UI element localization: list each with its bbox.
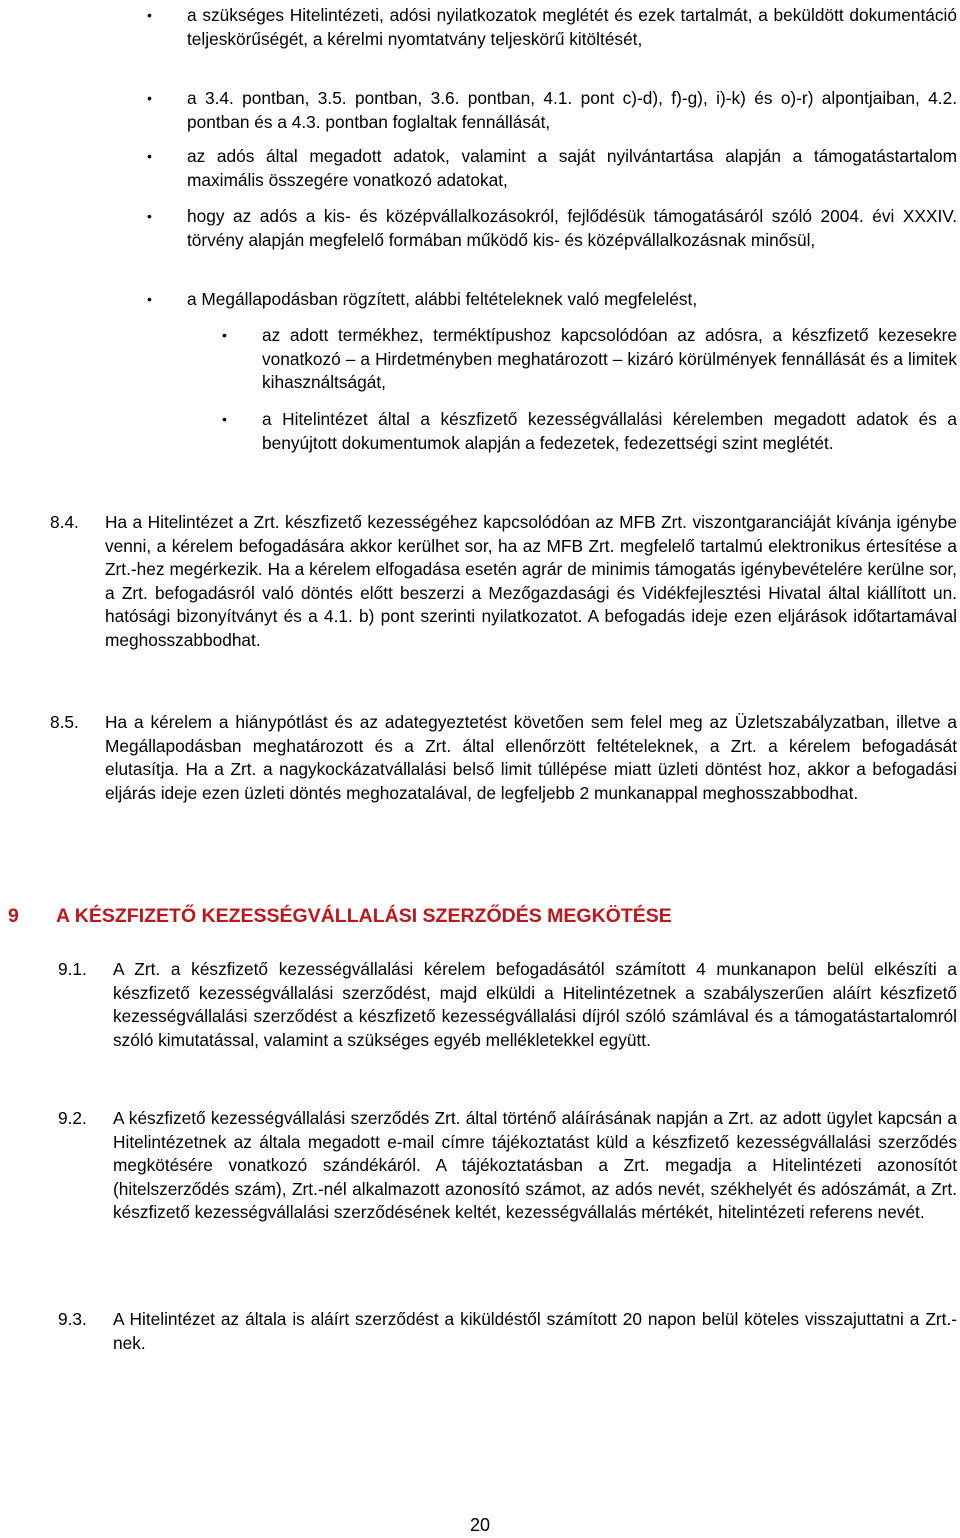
bullet-icon: • [147, 7, 152, 23]
section-number: 8.5. [50, 712, 79, 732]
section-number: 9.1. [58, 959, 87, 979]
bullet-icon: • [147, 148, 152, 164]
section-number: 9.2. [58, 1108, 87, 1128]
nested-bullet-item: az adott termékhez, terméktípushoz kapcsolódóan az adósra, a készfizető kezesekre vonatkozó – a Hirdetményben meghatározott – kizáró körülmények fennállását és a limitek kihasználtságát, [262, 325, 957, 393]
nested-bullet-icon: • [222, 327, 227, 343]
nested-bullet-icon: • [222, 411, 227, 427]
nested-bullet-item: a Hitelintézet által a készfizető kezességvállalási kérelemben megadott adatok és a benyújtott dokumentumok alapján a fedezetek, fedezettségi szint meglétét. [262, 409, 957, 453]
bullet-item: az adós által megadott adatok, valamint a saját nyilvántartása alapján a támogatástartalom maximális összegére vonatkozó adatokat, [187, 146, 957, 190]
section-8-4-text: Ha a Hitelintézet a Zrt. készfizető kezességéhez kapcsolódóan az MFB Zrt. viszontgaranciáját kívánja igénybe venni, a kérelem befogadására akkor kerülhet sor, ha az MFB Zrt. megfelelő tartalmú elektronikus értesítése a Zrt.-hez megérkezik. Ha a kérelem elfogadása esetén agrár de minimis támogatás igénybevételére kerülne sor, a Zrt. befogadásról való döntés előtt beszerzi a Mezőgazdasági és Vidékfejlesztési Hivatal által kiállított un. hatósági bizonyítványt és a 4.1. b) pont szerinti nyilatkozatot. A befogadás ideje ezen eljárások időtartamával meghosszabbodhat. [105, 512, 957, 650]
bullet-icon: • [147, 90, 152, 106]
heading-number: 9 [8, 905, 19, 927]
section-8-5-text: Ha a kérelem a hiánypótlást és az adategyeztetést követően sem felel meg az Üzletszabályzatban, illetve a Megállapodásban meghatározott és a Zrt. által ellenőrzött feltételeknek, a Zrt. a kérelem befogadását elutasítja. Ha a Zrt. a nagykockázatvállalási belső limit túllépése miatt üzleti döntést hoz, akkor a befogadási eljárás ideje ezen üzleti döntés meghozatalával, de legfeljebb 2 munkanappal meghosszabbodhat. [105, 712, 957, 803]
section-9-2-text: A készfizető kezességvállalási szerződés Zrt. által történő aláírásának napján a Zrt. az adott ügylet kapcsán a Hitelintézetnek az általa megadott e-mail címre tájékoztatást küld a készfizető kezességvállalási szerződés megkötésére vonatkozó szándékáról. A tájékoztatásban a Zrt. megadja a Hitelintézeti azonosítót (hitelszerződés szám), Zrt.-nél alkalmazott azonosító számot, az adós nevét, székhelyét és adószámát, a Zrt. készfizető kezességvállalási szerződésének keltét, kezességvállalás mértékét, hitelintézeti referens nevét. [113, 1108, 957, 1223]
bullet-item: hogy az adós a kis- és középvállalkozásokról, fejlődésük támogatásáról szóló 2004. évi XXXIV. törvény alapján megfelelő formában működő kis- és középvállalkozásnak minősül, [187, 206, 957, 250]
section-number: 9.3. [58, 1309, 87, 1329]
section-9-1-text: A Zrt. a készfizető kezességvállalási kérelem befogadásától számított 4 munkanapon belül elkészíti a készfizető kezességvállalási szerződést, majd elküldi a Hitelintézetnek a szabályszerűen aláírt készfizető kezességvállalási szerződést a készfizető kezességvállalási díjról szóló számlával és a támogatástartalomról szóló kimutatással, valamint a szükséges egyéb mellékletekkel együtt. [113, 959, 957, 1050]
bullet-item: a 3.4. pontban, 3.5. pontban, 3.6. pontban, 4.1. pont c)-d), f)-g), i)-k) és o)-r) alpontjaiban, 4.2. pontban és a 4.3. pontban foglaltak fennállását, [187, 88, 957, 132]
bullet-item: a szükséges Hitelintézeti, adósi nyilatkozatok meglétét és ezek tartalmát, a beküldött dokumentáció teljeskörűségét, a kérelmi nyomtatvány teljeskörű kitöltését, [187, 5, 957, 49]
section-heading: A KÉSZFIZETŐ KEZESSÉGVÁLLALÁSI SZERZŐDÉS MEGKÖTÉSE [56, 905, 672, 927]
bullet-icon: • [147, 291, 152, 307]
bullet-icon: • [147, 208, 152, 224]
section-number: 8.4. [50, 512, 79, 532]
page-number: 20 [469, 1515, 491, 1535]
bullet-item: a Megállapodásban rögzített, alábbi feltételeknek való megfelelést, [187, 289, 698, 309]
section-9-3-text: A Hitelintézet az általa is aláírt szerződést a kiküldéstől számított 20 napon belül köteles visszajuttatni a Zrt.-nek. [113, 1309, 957, 1353]
